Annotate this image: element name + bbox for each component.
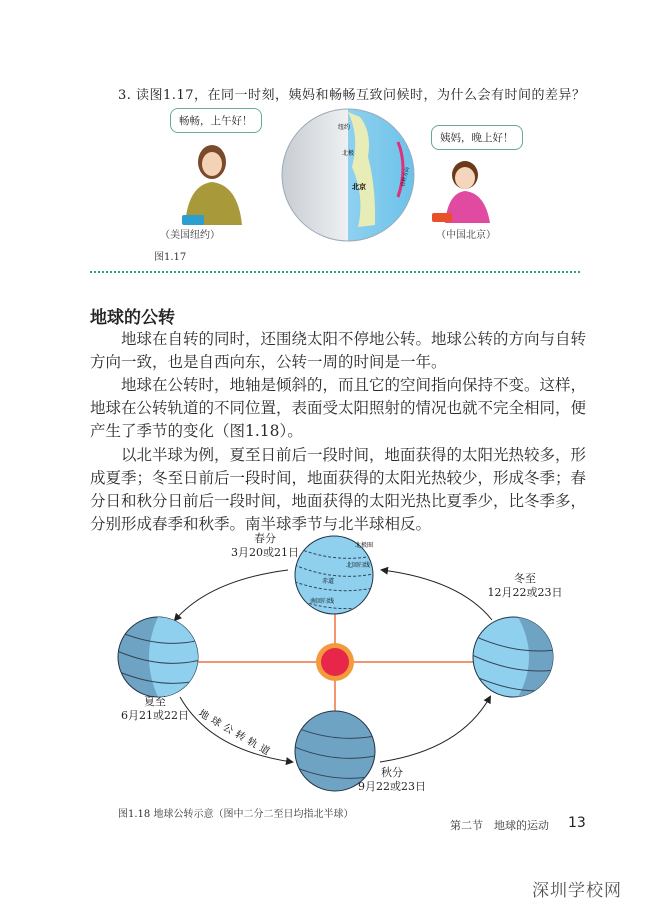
speech-bubble-aunt: 畅畅，上午好！ [170, 108, 262, 133]
latitude-equator: 赤道 [322, 578, 335, 585]
globe-label-newyork: 纽约 [338, 124, 351, 131]
aunt-location: （美国纽约） [160, 230, 220, 241]
globe-label-rotation: 自转方向 [400, 166, 412, 188]
latitude-tropic-capricorn: 南回归线 [310, 598, 335, 605]
autumn-equinox-label [347, 766, 437, 794]
winter-name: 冬至 [514, 572, 536, 585]
question-text: 3. 读图1.17，在同一时刻，姨妈和畅畅互致问候时，为什么会有时间的差异？ [118, 88, 586, 103]
sun-icon [316, 643, 354, 681]
telephone-icon [182, 215, 204, 225]
orbit-arc [380, 697, 490, 762]
winter-date: 12月22或23日 [487, 586, 563, 599]
paragraph-3: 以北半球为例，夏至日前后一段时间，地面获得的太阳光热较多，形成夏季；冬至日前后一段时间，地面获得的太阳光热较少，形成冬季；春分日和秋分日前后一段时间，地面获得的太阳光热比夏季少，比冬季多，分别形成春季和秋季。南半球季节与北半球相反。 [90, 446, 587, 533]
summer-solstice-label [110, 695, 200, 723]
figure-1-18-caption: 图1.18 地球公转示意（图中二分二至日均指北半球） [118, 809, 354, 820]
latitude-arctic-circle: 北极圈 [355, 542, 374, 549]
aunt-illustration [170, 140, 250, 230]
telephone-icon [432, 213, 452, 222]
globe-summer-solstice [115, 617, 200, 697]
section-title: 地球的公转 [90, 308, 175, 328]
section-divider [90, 271, 580, 273]
autumn-date: 9月22或23日 [358, 780, 426, 793]
latitude-tropic-cancer: 北回归线 [346, 562, 371, 569]
globe-illustration [280, 107, 416, 243]
footer-section: 第二节 地球的运动 [450, 819, 549, 832]
girl-illustration [430, 155, 505, 223]
earth-revolution-diagram [100, 525, 580, 805]
globe-label-beijing: 北京 [352, 182, 366, 191]
paragraph-1: 地球在自转的同时，还围绕太阳不停地公转。地球公转的方向与自转方向一致，也是自西向东，公转一周的时间是一年。 [90, 330, 587, 371]
spring-equinox-label [220, 532, 310, 560]
globe-winter-solstice [472, 617, 558, 697]
globe-label-northpole: 北极 [342, 150, 355, 157]
figure-1-17-caption: 图1.17 [154, 252, 187, 263]
orbit-arc [175, 570, 288, 620]
winter-solstice-label [475, 572, 575, 600]
page-number: 13 [568, 815, 586, 831]
spring-date: 3月20或21日 [231, 546, 299, 559]
orbit-label: 地球公转轨道 [196, 708, 275, 760]
summer-date: 6月21或22日 [121, 709, 189, 722]
girl-location: （中国北京） [436, 230, 496, 241]
autumn-name: 秋分 [381, 766, 403, 779]
summer-name: 夏至 [144, 695, 166, 708]
speech-bubble-girl: 姨妈，晚上好！ [431, 125, 523, 150]
spring-name: 春分 [254, 532, 276, 545]
watermark: 深圳学校网 [532, 881, 622, 901]
paragraph-2: 地球在公转时，地轴是倾斜的，而且它的空间指向保持不变。这样，地球在公转轨道的不同位置，表面受太阳照射的情况也就不完全相同，便产生了季节的变化（图1.18）。 [90, 376, 587, 440]
